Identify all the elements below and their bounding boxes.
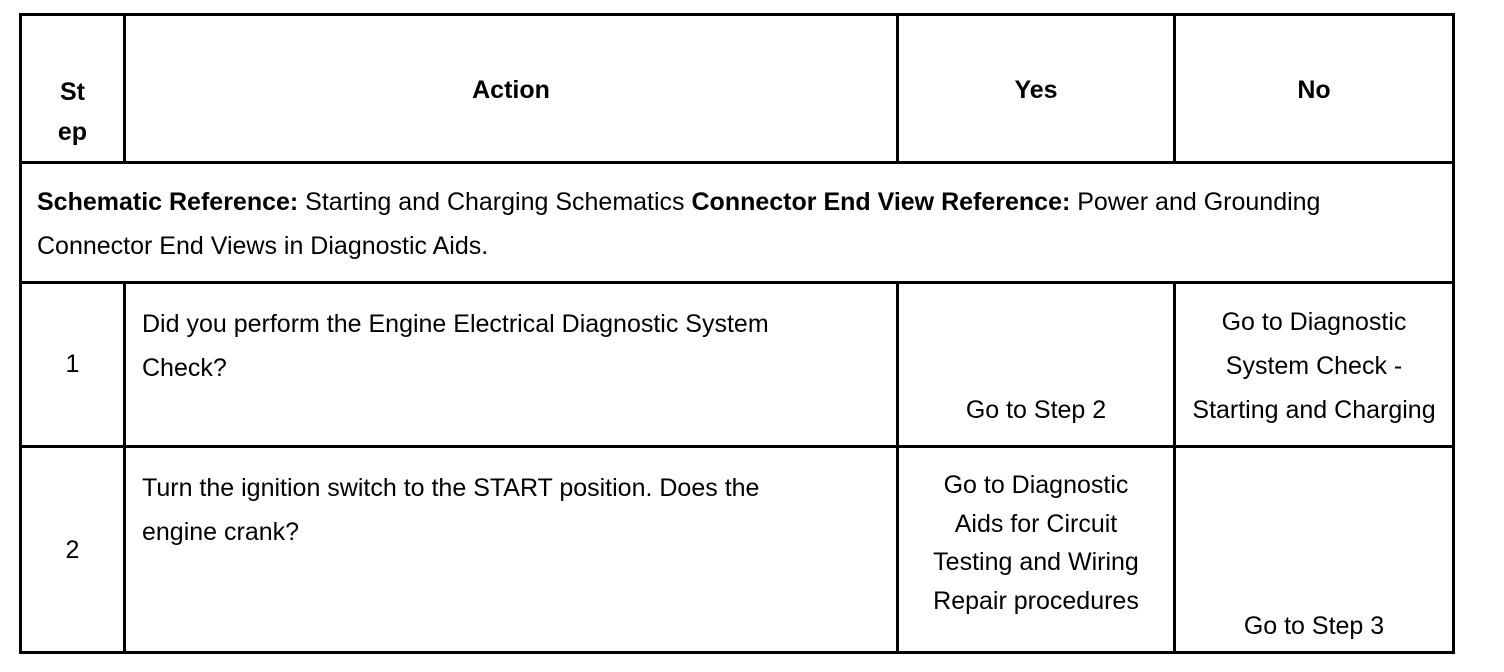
schematic-reference-label: Schematic Reference:: [37, 188, 299, 216]
yes-text: Go to Diagnostic Aids for Circuit Testing and Wiring Repair procedures: [933, 471, 1139, 615]
yes-text: Go to Step 2: [965, 396, 1107, 424]
diagnostic-table: [19, 13, 1455, 654]
no-text: Go to Step 3: [1243, 612, 1385, 640]
step-cell: [22, 448, 126, 651]
header-action-cell: [126, 16, 899, 161]
header-row: [22, 16, 1452, 164]
connector-reference-label: Connector End View Reference:: [691, 188, 1071, 216]
step-number: 2: [65, 536, 80, 564]
step-number: 1: [65, 350, 80, 378]
step-cell: [22, 284, 126, 445]
yes-cell: [899, 284, 1176, 445]
header-no-cell: [1176, 16, 1452, 161]
header-no: No: [1297, 76, 1331, 104]
header-step-cell: [22, 16, 126, 161]
no-cell: [1176, 448, 1452, 651]
action-cell: [126, 448, 899, 651]
reference-text: [37, 180, 1437, 268]
header-action: Action: [472, 76, 550, 104]
header-yes: Yes: [1014, 76, 1058, 104]
table-row: [22, 448, 1452, 651]
reference-row: [22, 164, 1452, 284]
schematic-reference-text: Starting and Charging Schematics: [298, 188, 692, 216]
table-row: [22, 284, 1452, 448]
action-text: Turn the ignition switch to the START position. Does the engine crank?: [142, 474, 760, 546]
no-text: Go to Diagnostic System Check - Starting and Charging: [1192, 308, 1436, 424]
header-yes-cell: [899, 16, 1176, 161]
header-step: St ep: [57, 78, 88, 146]
action-text: Did you perform the Engine Electrical Diagnostic System Check?: [142, 310, 769, 382]
action-cell: [126, 284, 899, 445]
connector-reference-text: Power and Grounding Connector End Views in Diagnostic Aids.: [37, 188, 1321, 260]
no-cell: [1176, 284, 1452, 445]
yes-cell: [899, 448, 1176, 651]
